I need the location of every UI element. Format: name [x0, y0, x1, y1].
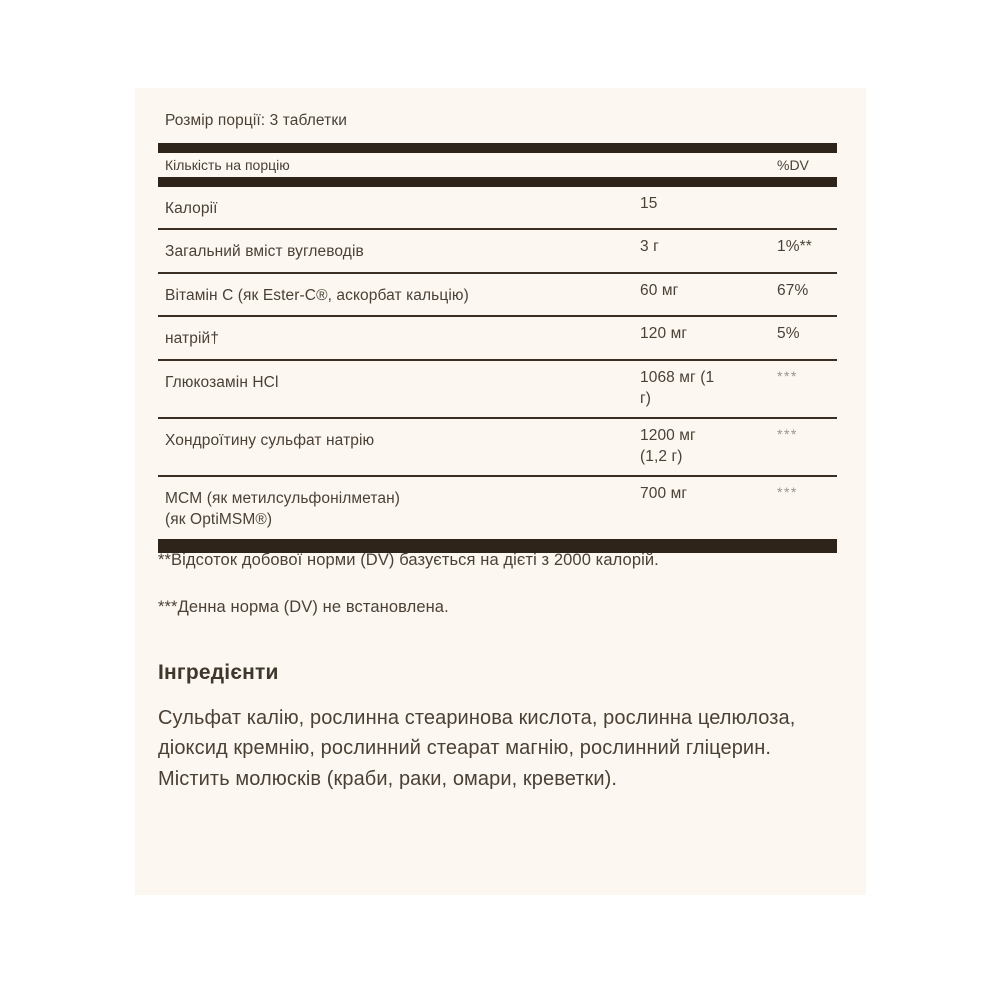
nutrient-name: Калорії	[165, 200, 218, 217]
nutrient-amount: 15	[640, 195, 658, 212]
nutrient-amount-line2: (1,2 г)	[640, 448, 683, 466]
nutrient-name: Загальний вміст вуглеводів	[165, 243, 364, 261]
nutrient-name: Хондроїтину сульфат натрію	[165, 431, 375, 449]
nutrient-name: Вітамін С (як Ester-C®, аскорбат кальцію)	[165, 286, 469, 304]
ingredients-heading: Інгредієнти	[158, 661, 279, 684]
table-row	[158, 317, 837, 358]
nutrient-amount: 120 мг	[640, 325, 688, 343]
nutrient-name-line2: (як OptiMSM®)	[165, 510, 273, 528]
nutrient-dv: ***	[777, 367, 798, 384]
nutrient-amount: 1068 мг (1 г)	[640, 361, 777, 417]
table-row	[158, 361, 837, 417]
allergen-statement: Містить молюсків (краби, раки, омари, креветки).	[158, 767, 618, 790]
nutrient-dv: ***	[777, 425, 798, 442]
table-header-row	[158, 153, 837, 177]
nutrient-dv: ***	[777, 484, 798, 501]
nutrient-amount-line2: г)	[640, 389, 652, 407]
nutrient-amount: 3 г	[640, 238, 659, 256]
nutrient-amount: 60 мг	[640, 281, 679, 299]
table-row	[158, 477, 837, 539]
ingredients-list: Сульфат калію, рослинна стеаринова кислота, рослинна целюлоза, діоксид кремнію, рослинний стеарат магнію, рослинний гліцерин.	[158, 707, 796, 760]
nutrient-name: Глюкозамін HCl	[165, 373, 279, 391]
serving-size-line: Розмір порції: 3 таблетки	[165, 112, 347, 129]
table-row	[158, 230, 837, 271]
nutrient-dv: 67%	[777, 281, 809, 299]
footnote-dv-not-established: ***Денна норма (DV) не встановлена.	[158, 598, 449, 616]
table-top-bar	[158, 143, 837, 153]
footnotes	[158, 551, 858, 645]
table-row	[158, 419, 837, 475]
supplement-facts-table	[158, 112, 837, 553]
nutrient-amount: 700 мг	[640, 485, 688, 503]
nutrient-dv: 1%**	[777, 238, 812, 256]
table-header-bottom-bar	[158, 177, 837, 187]
ingredients-body	[158, 703, 863, 794]
supplement-facts-panel	[135, 88, 866, 895]
nutrient-name: MCM (як метилсульфонілметан) (як OptiMSM®)	[158, 477, 640, 539]
table-row	[158, 187, 837, 228]
ingredients-section	[158, 661, 863, 794]
table-row	[158, 274, 837, 315]
footnote-daily-value-basis: **Відсоток добової норми (DV) базується на дієті з 2000 калорій.	[158, 551, 659, 569]
nutrient-name: натрій†	[165, 330, 219, 348]
nutrient-amount: 1200 мг (1,2 г)	[640, 419, 777, 475]
nutrient-dv: 5%	[777, 325, 800, 343]
nutrient-dv	[777, 187, 837, 201]
amount-per-serving-label: Кількість на порцію	[165, 157, 290, 173]
percent-dv-label: %DV	[777, 157, 809, 173]
